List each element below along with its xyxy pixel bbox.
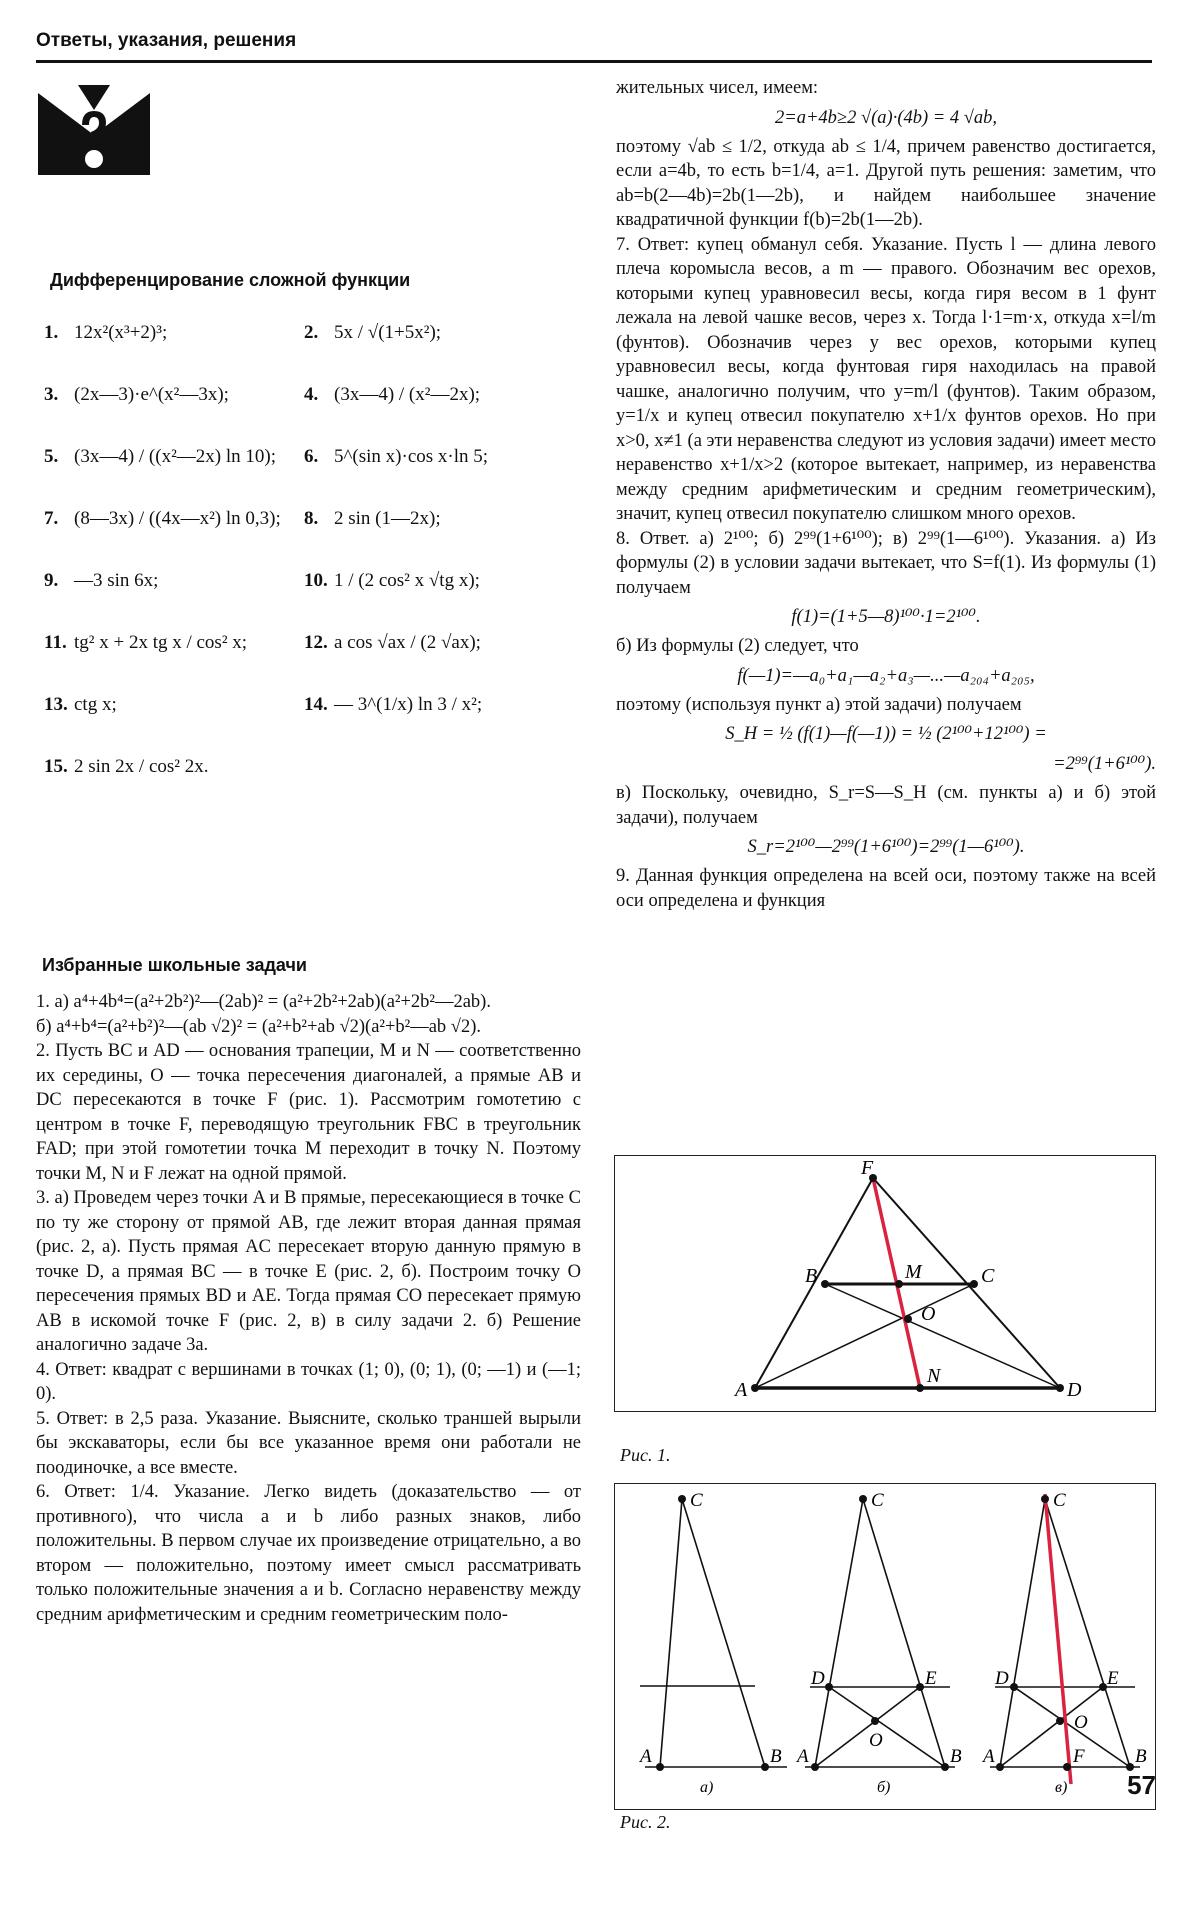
equation-3: f(—1)=—a₀+a₁—a₂+a₃—...—a₂₀₄+a₂₀₅,: [737, 665, 1035, 686]
answer-number: 12.: [304, 632, 328, 653]
fig2c-label-B: B: [1135, 1746, 1147, 1767]
task-7: 7. Ответ: купец обманул себя. Указание. Пусть l — длина левого плеча коромысла весов, а m — правого. Обозначим вес орехов, которыми купец уравновесил весы, когда гиря весом в 1 фунт лежала на левой чашке весов, через x. Тогда l·1=m·x, откуда x=l/m (фунтов). Обозначив через y вес орехов, которыми купец уравновесил весы, когда фунтовая гиря находилась на правой чашке, аналогично получим, что y=m/l (фунтов). Таким образом, y=1/x и купец отвесил покупателю x+1/x фунтов орехов. Но при x>0, x≠1 (а эти неравенства следуют из условия задачи) имеет место неравенство x+1/x>2 (которое вытекает, например, из неравенства между средним арифметическим и средним геометрическим), значит, купец отвесил покупателю слишком много орехов.: [616, 234, 1156, 524]
answer-number: 3.: [44, 384, 59, 405]
answer-item: [44, 615, 304, 671]
fig2-sub-c: в): [1055, 1779, 1068, 1796]
figure-1-trapezoid: [615, 1156, 1155, 1411]
task-9: 9. Данная функция определена на всей оси, поэтому также на всей оси определена и функция: [616, 866, 1156, 911]
task-1a: 1. а) a⁴+4b⁴=(a²+2b²)²—(2ab)² = (a²+2b²+2ab)(a²+2b²—2ab).: [36, 992, 491, 1012]
equation-5: S_r=2¹⁰⁰—2⁹⁹(1+6¹⁰⁰)=2⁹⁹(1—6¹⁰⁰).: [747, 837, 1025, 857]
right-p5: б) Из формулы (2) следует, что: [616, 636, 859, 656]
answer-number: 5.: [44, 446, 59, 467]
figure-1-caption: Рис. 1.: [620, 1445, 671, 1465]
fig2-sub-b: б): [877, 1779, 891, 1796]
task-4: 4. Ответ: квадрат с вершинами в точках (1; 0), (0; 1), (0; —1) и (—1; 0).: [36, 1359, 581, 1404]
answer-number: 4.: [304, 384, 319, 405]
answer-number: 6.: [304, 446, 319, 467]
fig1-label-M: M: [905, 1261, 922, 1283]
fig2b-label-O: O: [869, 1730, 883, 1751]
task-2: 2. Пусть BC и AD — основания трапеции, M и N — соответственно их середины, O — точка пересечения диагоналей, а прямые AB и DC пересекаются в точке F (рис. 1). Рассмотрим гомотетию с центром в точке F, переводящую треугольник FBC в треугольник FAD; при этой гомотетии точка M переходит в точку N. Поэтому точки M, N и F лежат на одной прямой.: [36, 1041, 581, 1184]
fig1-label-O: O: [921, 1303, 936, 1325]
answer-item: [304, 677, 564, 733]
answer-number: 9.: [44, 570, 59, 591]
answer-expression: 1 / (2 cos² x √tg x);: [334, 570, 480, 591]
answer-expression: 2 sin (1—2x);: [334, 508, 441, 529]
equation-4: S_H = ½ (f(1)—f(—1)) = ½ (2¹⁰⁰+12¹⁰⁰) =: [725, 724, 1047, 744]
task-5: 5. Ответ: в 2,5 раза. Указание. Выясните, сколько траншей вырыли бы экскаваторы, если бы все указанное время они работали не поодиночке, а все вместе.: [36, 1408, 581, 1478]
answer-item: [44, 553, 304, 609]
right-p1: жительных чисел, имеем:: [616, 78, 819, 98]
answer-expression: a cos √ax / (2 √ax);: [334, 632, 481, 653]
answer-expression: 12x²(x³+2)³;: [74, 322, 168, 343]
fig2b-label-E: E: [925, 1668, 937, 1689]
fig2c-label-O: O: [1074, 1712, 1088, 1733]
header-rule: [36, 60, 1152, 63]
fig2c-label-F: F: [1073, 1746, 1085, 1767]
fig2b-label-C: C: [871, 1490, 884, 1511]
fig1-label-F: F: [861, 1157, 874, 1179]
equation-2: f(1)=(1+5—8)¹⁰⁰·1=2¹⁰⁰.: [791, 607, 981, 627]
answer-item: [44, 367, 304, 423]
fig2b-label-A: A: [797, 1746, 809, 1767]
answer-expression: ctg x;: [74, 694, 117, 715]
fig1-label-C: C: [981, 1265, 995, 1287]
section-title-tasks: Избранные школьные задачи: [42, 955, 307, 975]
answer-item: [304, 429, 564, 485]
fig2a-label-C: C: [690, 1490, 703, 1511]
fig2a-label-A: A: [640, 1746, 652, 1767]
answer-item: [304, 615, 564, 671]
fig1-label-A: A: [735, 1379, 748, 1401]
answer-item: [44, 429, 304, 485]
answer-number: 2.: [304, 322, 319, 343]
answer-item: [304, 367, 564, 423]
fig2c-label-C: C: [1053, 1490, 1066, 1511]
answer-number: 11.: [44, 632, 67, 653]
figure-2-caption: Рис. 2.: [620, 1812, 671, 1832]
answer-item: [304, 305, 564, 361]
answer-item: [304, 553, 564, 609]
right-p7: в) Поскольку, очевидно, S_r=S—S_H (см. пункты а) и б) этой задачи), получаем: [616, 783, 1156, 828]
figure-1-frame: [614, 1155, 1156, 1412]
answer-expression: (8—3x) / ((4x—x²) ln 0,3);: [74, 508, 281, 529]
answer-expression: —3 sin 6x;: [74, 570, 159, 591]
page-number: 57: [1127, 1770, 1156, 1800]
fig2b-label-D: D: [811, 1668, 825, 1689]
fig2c-label-E: E: [1107, 1668, 1119, 1689]
right-p2: поэтому √ab ≤ 1/2, откуда ab ≤ 1/4, причем равенство достигается, если a=4b, то есть b=1/4, a=1. Другой путь решения: заметим, что ab=b(2—4b)=2b(1—2b), и найдем наибольшее значение квадратичной функции f(b)=2b(1—2b).: [616, 136, 1156, 230]
answer-number: 15.: [44, 756, 68, 777]
fig2a-label-B: B: [770, 1746, 782, 1767]
fig1-label-D: D: [1067, 1379, 1082, 1401]
task-6: 6. Ответ: 1/4. Указание. Легко видеть (доказательство — от противного), что числа a и b либо разных знаков, либо положительны. В первом случае их произведение отрицательно, а во втором — положительно, поэтому имеет смысл рассматривать только положительные значения a и b. Согласно неравенству между средним арифметическим и средним геометрическим поло-: [36, 1482, 581, 1625]
answer-expression: 2 sin 2x / cos² 2x.: [74, 756, 209, 777]
task-1b: б) a⁴+b⁴=(a²+b²)²—(ab √2)² = (a²+b²+ab √2)(a²+b²—ab √2).: [36, 1016, 481, 1037]
answer-number: 14.: [304, 694, 328, 715]
section-title-derivatives: Дифференцирование сложной функции: [50, 270, 411, 290]
fig2c-label-D: D: [995, 1668, 1009, 1689]
answer-number: 10.: [304, 570, 328, 591]
answer-expression: — 3^(1/x) ln 3 / x²;: [334, 694, 483, 715]
section-derivatives: [36, 270, 581, 795]
fig2c-label-A: A: [983, 1746, 995, 1767]
answer-expression: (2x—3)·e^(x²—3x);: [74, 384, 229, 405]
answer-expression: (3x—4) / (x²—2x);: [334, 384, 481, 405]
answer-expression: (3x—4) / ((x²—2x) ln 10);: [74, 446, 276, 467]
equation-1: 2=a+4b≥2 √(a)·(4b) = 4 √ab,: [774, 107, 998, 128]
section-school-tasks: [36, 955, 581, 1627]
answer-expression: 5x / √(1+5x²);: [334, 322, 442, 343]
answer-item: [44, 677, 304, 733]
answer-item: [304, 491, 564, 547]
question-mark-logo: [38, 85, 150, 175]
fig1-label-N: N: [927, 1365, 941, 1387]
equation-4b: =2⁹⁹(1+6¹⁰⁰).: [1053, 754, 1156, 774]
answer-number: 1.: [44, 322, 59, 343]
answer-item: [44, 305, 304, 361]
running-header: Ответы, указания, решения: [36, 30, 297, 51]
answer-item: [44, 491, 304, 547]
answers-grid: [44, 305, 581, 795]
figure-2-constructions: [615, 1484, 1155, 1809]
answer-number: 8.: [304, 508, 319, 529]
task-8: 8. Ответ. а) 2¹⁰⁰; б) 2⁹⁹(1+6¹⁰⁰); в) 2⁹⁹(1—6¹⁰⁰). Указания. а) Из формулы (2) в условии задачи вытекает, что S=f(1). Из формулы (1) получаем: [616, 528, 1156, 598]
right-p6: поэтому (используя пункт а) этой задачи) получаем: [616, 694, 1022, 715]
fig2b-label-B: B: [950, 1746, 962, 1767]
right-column: [616, 76, 1156, 913]
task-3: 3. а) Проведем через точки A и B прямые, пересекающиеся в точке C по ту же сторону от прямой AB, где лежит вторая данная прямая (рис. 2, а). Пусть прямая AC пересекает вторую данную прямую в точке D, а прямая BC — в точке E (рис. 2, б). Построим точку O пересечения прямых BD и AE. Тогда прямая CO пересекает прямую AB в искомой точке F (рис. 2, в) в силу задачи 2. б) Решение аналогично задаче 3а.: [36, 1188, 581, 1355]
fig1-label-B: B: [805, 1265, 818, 1287]
answer-item: [44, 739, 304, 795]
answer-expression: 5^(sin x)·cos x·ln 5;: [334, 446, 489, 467]
figure-2-frame: [614, 1483, 1156, 1810]
answer-number: 13.: [44, 694, 68, 715]
fig2-sub-a: а): [700, 1779, 714, 1796]
answer-expression: tg² x + 2x tg x / cos² x;: [74, 632, 248, 653]
answer-number: 7.: [44, 508, 59, 529]
